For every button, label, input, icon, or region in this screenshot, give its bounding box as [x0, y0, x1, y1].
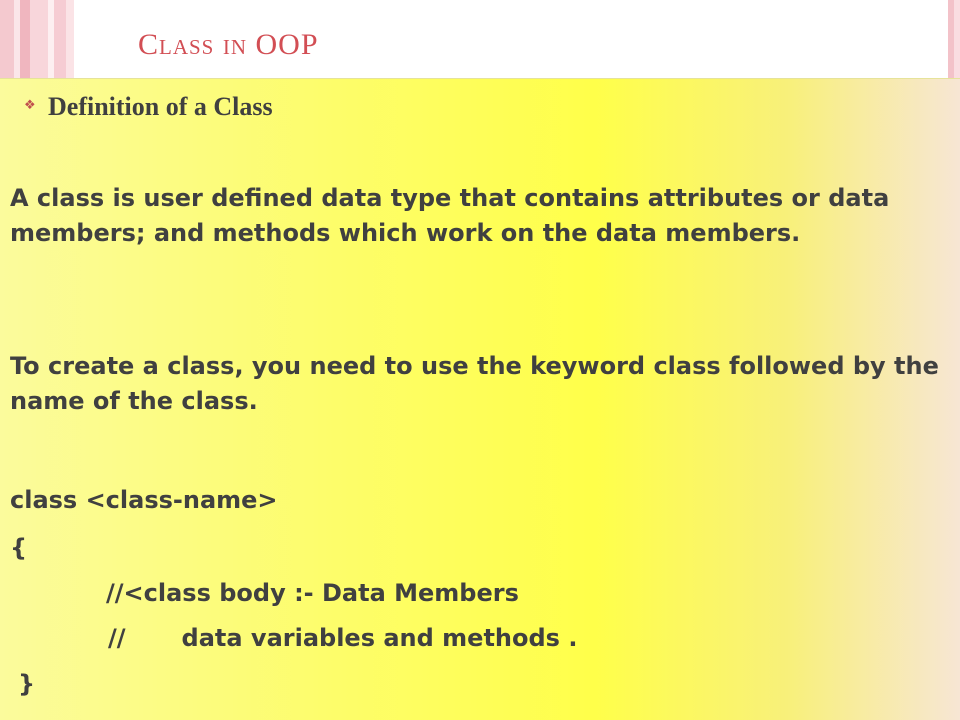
create-class-paragraph: To create a class, you need to use the keyword class followed by the name of the class. — [10, 352, 939, 415]
diamond-bullet-icon: ❖ — [24, 97, 36, 113]
comment-prefix: // — [108, 624, 126, 652]
content-area — [0, 78, 960, 720]
title-bar — [74, 0, 948, 78]
code-line-comment-variables — [108, 621, 577, 656]
code-line-open-brace: { — [10, 534, 28, 562]
definition-paragraph: A class is user defined data type that contains attributes or data members; and methods which work on the data members. — [10, 184, 890, 247]
bullet-heading: Definition of a Class — [48, 92, 273, 121]
decorative-stripe — [954, 0, 960, 80]
bullet-item — [24, 89, 273, 126]
comment-text: data variables and methods . — [181, 624, 578, 652]
slide-title: Class in OOP — [138, 28, 319, 61]
code-line-comment-members: //<class body :- Data Members — [106, 579, 519, 607]
code-line-class-declaration: class <class-name> — [10, 486, 278, 514]
code-line-close-brace: } — [18, 670, 36, 698]
